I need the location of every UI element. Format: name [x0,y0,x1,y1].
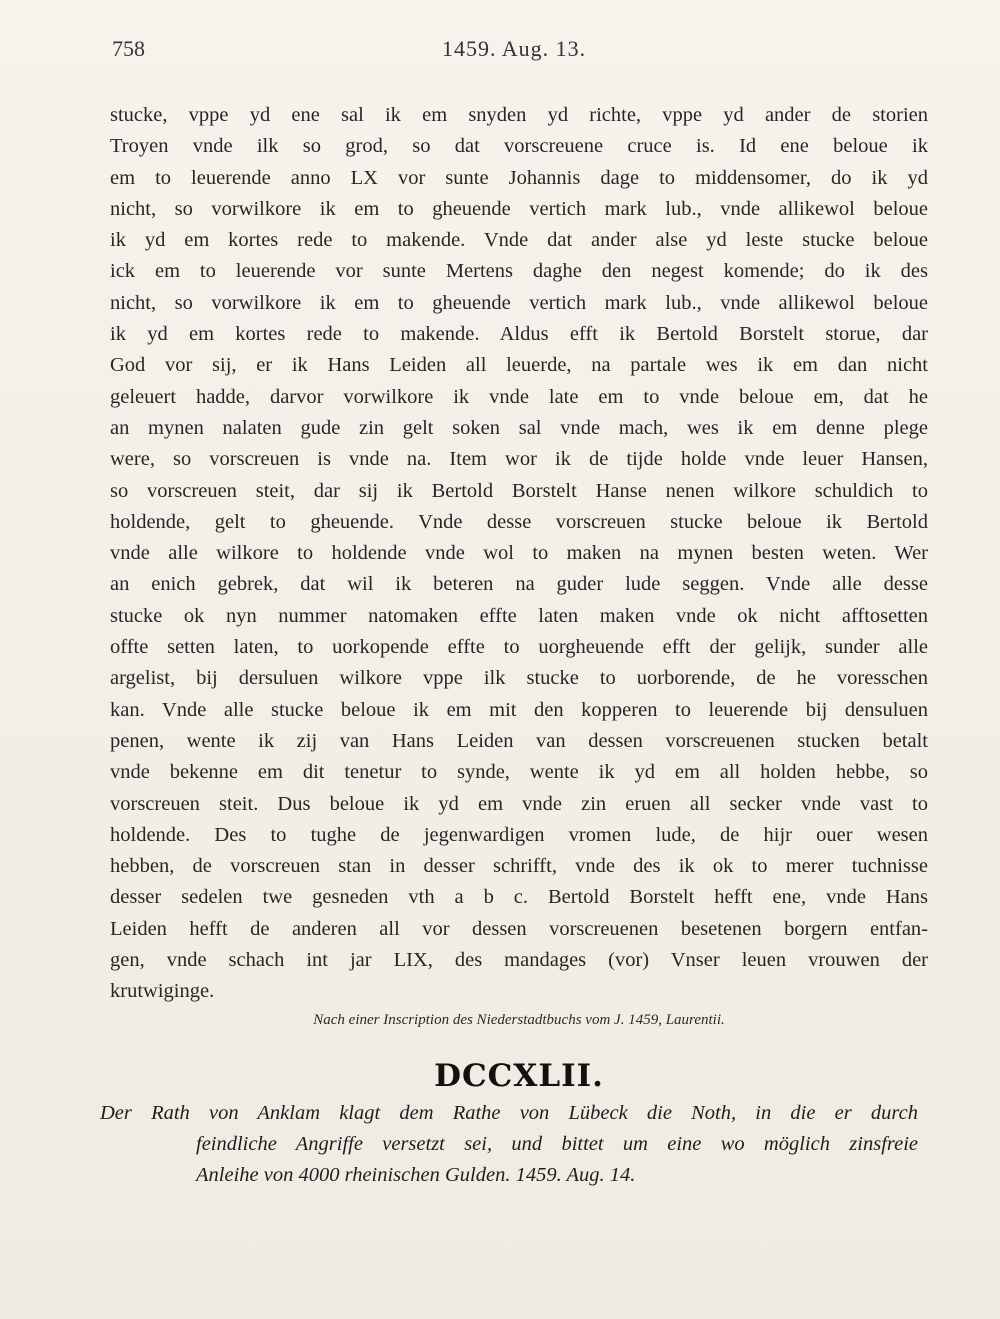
body-line: holdende, gelt to gheuende. Vnde desse vorscreuen stucke beloue ik Bertold [110,510,928,533]
body-line: an enich gebrek, dat wil ik beteren na guder lude seggen. Vnde alle desse [110,573,928,596]
body-line: an mynen nalaten gude zin gelt soken sal vnde mach, wes ik em denne plege [110,416,928,439]
body-line: desser sedelen twe gesneden vth a b c. Bertold Borstelt hefft ene, vnde Hans [110,886,928,909]
body-line: penen, wente ik zij van Hans Leiden van dessen vorscreuenen stucken betalt [110,729,928,752]
body-line: ick em to leuerende vor sunte Mertens daghe den negest komende; do ik des [110,260,928,283]
document-number-heading: DCCXLII. [434,1058,604,1094]
body-line: krutwiginge. [110,980,215,1003]
body-line: vorscreuen steit. Dus beloue ik yd em vnde zin eruen all secker vnde vast to [110,792,928,815]
body-line: were, so vorscreuen is vnde na. Item wor ik de tijde holde vnde leuer Hansen, [110,448,928,471]
document-summary [100,1098,918,1191]
page-header [112,36,930,70]
body-line: ik yd em kortes rede to makende. Vnde dat ander alse yd leste stucke beloue [110,229,928,252]
body-line: stucke, vppe yd ene sal ik em snyden yd richte, vppe yd ander de storien [110,104,928,126]
body-line: ik yd em kortes rede to makende. Aldus efft ik Bertold Borstelt storue, dar [110,323,928,346]
body-line: gen, vnde schach int jar LIX, des mandages (vor) Vnser leuen vrouwen der [110,949,928,972]
body-line: Troyen vnde ilk so grod, so dat vorscreuene cruce is. Id ene beloue ik [110,135,928,158]
source-note: Nach einer Inscription des Niederstadtbuchs vom J. 1459, Laurentii. [313,1012,725,1028]
body-line: stucke ok nyn nummer natomaken effte laten maken vnde ok nicht afftosetten [110,604,928,627]
body-line: hebben, de vorscreuen stan in desser schrifft, vnde des ik ok to merer tuchnisse [110,855,928,878]
body-line: kan. Vnde alle stucke beloue ik em mit den kopperen to leuerende bij densuluen [110,698,928,721]
page-number: 758 [112,36,145,61]
body-line: Leiden hefft de anderen all vor dessen vorscreuenen besetenen borgern entfan- [110,917,928,940]
body-line: vnde alle wilkore to holdende vnde wol to maken na mynen besten weten. Wer [110,542,928,565]
body-line: em to leuerende anno LX vor sunte Johannis dage to middensomer, do ik yd [110,166,928,189]
body-line: vnde bekenne em dit tenetur to synde, wente ik yd em all holden hebbe, so [110,761,928,784]
body-line: nicht, so vorwilkore ik em to gheuende vertich mark lub., vnde allikewol beloue [110,291,928,314]
body-line: God vor sij, er ik Hans Leiden all leuerde, na partale wes ik em dan nicht [110,354,928,377]
running-head: 1459. Aug. 13. [442,36,587,61]
body-line: so vorscreuen steit, dar sij ik Bertold Borstelt Hanse nenen wilkore schuldich to [110,479,928,502]
body-line: holdende. Des to tughe de jegenwardigen vromen lude, de hijr ouer wesen [110,823,928,846]
body-line: geleuert hadde, darvor vorwilkore ik vnde late em to vnde beloue em, dat he [110,385,928,408]
document-body [110,100,928,1008]
summary-line: Der Rath von Anklam klagt dem Rathe von Lübeck die Noth, in die er durch [100,1102,918,1124]
summary-line: feindliche Angriffe versetzt sei, und bittet um eine wo möglich zinsfreie [196,1133,918,1155]
body-line: argelist, bij dersuluen wilkore vppe ilk stucke to uorborende, de he voresschen [110,667,928,690]
body-line: nicht, so vorwilkore ik em to gheuende vertich mark lub., vnde allikewol beloue [110,197,928,220]
summary-line: Anleihe von 4000 rheinischen Gulden. 1459. Aug. 14. [196,1164,636,1186]
body-line: offte setten laten, to uorkopende effte to uorgheuende efft der gelijk, sunder alle [110,636,928,659]
